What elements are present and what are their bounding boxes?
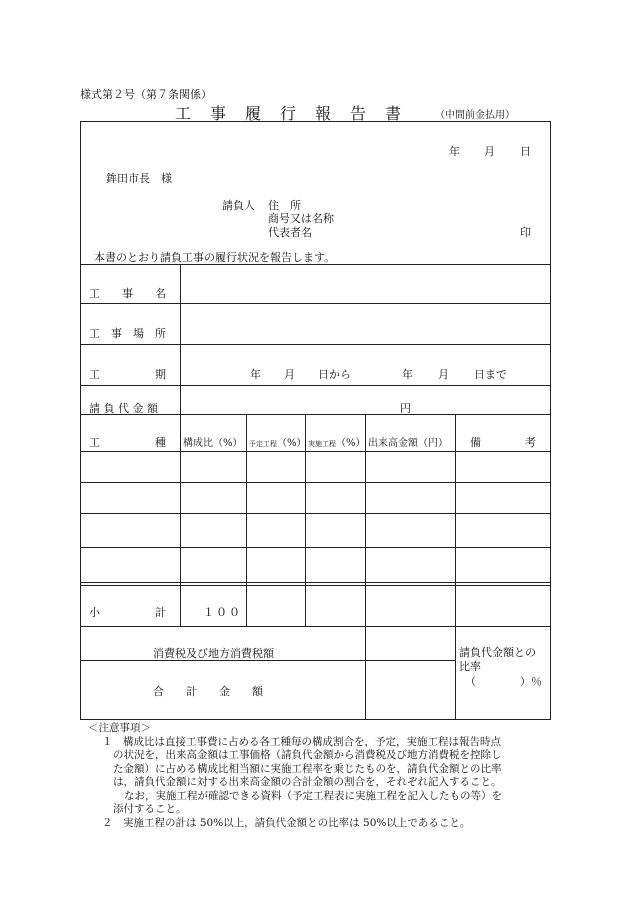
date-day: 日 bbox=[520, 145, 531, 158]
form-number: 様式第２号（第７条関係） bbox=[80, 88, 212, 101]
note-1-line: 添付すること。 bbox=[113, 803, 187, 815]
divider bbox=[80, 482, 551, 483]
seal-mark: 印 bbox=[520, 226, 531, 239]
note-1-line: なお，実施工程が確認できる資料（予定工程表に実施工程を記入したもの等）を bbox=[124, 789, 502, 802]
column-actual: 実施工程（%） bbox=[308, 438, 366, 449]
ratio-label-1: 請負代金額との bbox=[459, 646, 536, 659]
contractor-company-label: 商号又は名称 bbox=[268, 212, 334, 225]
period-from-year: 年 bbox=[250, 368, 261, 381]
page-title: 工事履行報告書 bbox=[175, 104, 421, 123]
notes-header: ＜注意事項＞ bbox=[88, 722, 151, 734]
notes bbox=[88, 722, 533, 830]
divider bbox=[80, 344, 551, 345]
divider bbox=[455, 414, 456, 719]
total-label: 合 計 金 額 bbox=[153, 685, 263, 698]
divider bbox=[80, 626, 551, 627]
period-from-day: 日から bbox=[318, 368, 351, 381]
period-to-month: 月 bbox=[438, 368, 449, 381]
column-completed-amount: 出来高金額（円） bbox=[368, 438, 448, 449]
period-from-month: 月 bbox=[284, 368, 295, 381]
divider bbox=[80, 582, 551, 583]
note-1-line: の状況を，出来高金額は工事価格（請負代金額から消費税及び地方消費税を控除し bbox=[113, 749, 502, 761]
project-name-label: 工 事 名 bbox=[89, 287, 166, 300]
note-1-line: た金額）に占める構成比相当額に実施工程率を乗じたものを，請負代金額との比率 bbox=[113, 762, 502, 775]
contract-amount-label: 請 負 代 金 額 bbox=[89, 402, 158, 415]
page-subtitle: （中間前金払用） bbox=[435, 110, 515, 121]
divider bbox=[365, 414, 366, 719]
divider bbox=[80, 451, 551, 452]
divider bbox=[80, 547, 551, 548]
note-1: １ 構成比は直接工事費に占める各工種毎の構成割合を，予定，実施工程は報告時点 bbox=[102, 735, 501, 748]
ratio-label-2: 比率 bbox=[459, 660, 481, 673]
divider bbox=[80, 585, 551, 586]
column-remarks: 備 考 bbox=[470, 436, 536, 449]
divider bbox=[246, 414, 247, 626]
addressee: 鉾田市長 様 bbox=[106, 172, 172, 185]
subtotal-label: 小 計 bbox=[89, 606, 166, 619]
period-to-day: 日まで bbox=[474, 368, 507, 381]
contractor-representative-label: 代表者名 bbox=[268, 226, 312, 239]
period-to-year: 年 bbox=[402, 368, 413, 381]
divider bbox=[80, 513, 551, 514]
statement: 本書のとおり請負工事の履行状況を報告します。 bbox=[94, 251, 336, 264]
contractor-address-label: 住 所 bbox=[268, 199, 301, 212]
period-label: 工 期 bbox=[89, 368, 166, 381]
column-composition: 構成比（%） bbox=[183, 438, 243, 449]
column-planned: 予定工程（%） bbox=[249, 438, 307, 449]
note-2: ２ 実施工程の計は 50%以上，請負代金額との比率は 50%以上であること。 bbox=[102, 816, 471, 829]
date-month: 月 bbox=[484, 145, 495, 158]
tax-label: 消費税及び地方消費税額 bbox=[153, 647, 274, 660]
subtotal-value: １００ bbox=[203, 606, 242, 619]
note-1-line: は，請負代金額に対する出来高金額の合計金額の割合を，それぞれ記入すること。 bbox=[113, 776, 502, 788]
divider bbox=[180, 264, 181, 414]
ratio-value: （ ）％ bbox=[465, 675, 542, 688]
divider bbox=[80, 303, 551, 304]
date-year: 年 bbox=[449, 145, 460, 158]
yen-unit: 円 bbox=[400, 402, 411, 415]
project-site-label: 工 事 場 所 bbox=[89, 327, 166, 340]
divider bbox=[80, 385, 551, 386]
contractor-label: 請負人 bbox=[222, 199, 255, 212]
column-work-type: 工 種 bbox=[89, 436, 166, 449]
divider bbox=[180, 414, 181, 626]
